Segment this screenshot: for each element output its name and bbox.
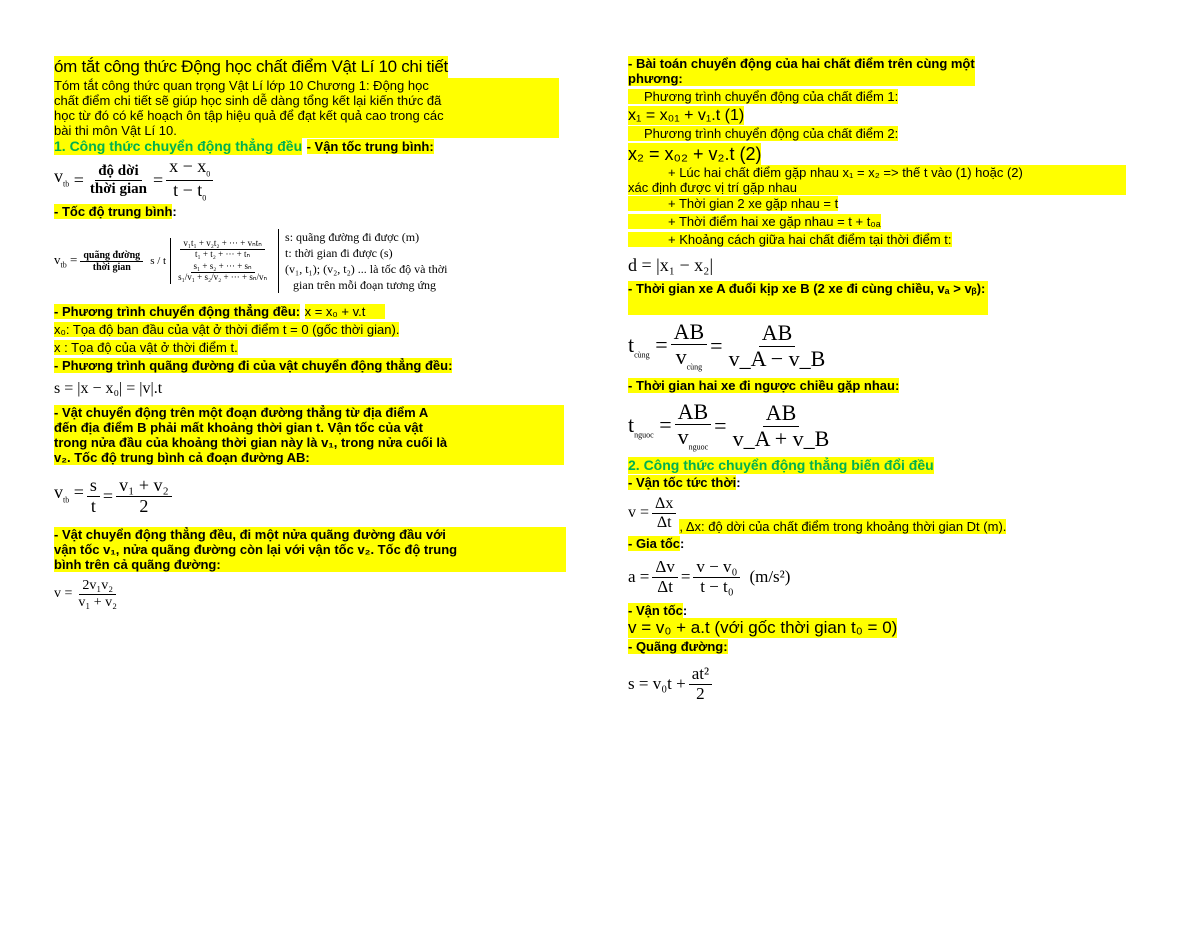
- instant-velocity-note: , Δx: độ dời của chất điểm trong khoảng thời gian Dt (m).: [679, 519, 1007, 534]
- document-title: óm tắt công thức Động học chất điểm Vật Lí 10 chi tiết: [54, 57, 448, 76]
- intro-line: chất điểm chi tiết sẽ giúp học sinh dễ dàng tổng kết lại kiến thức đã: [54, 93, 442, 108]
- section-1-heading: 1. Công thức chuyển động thẳng đều: [54, 138, 303, 154]
- opposite-heading: - Thời gian hai xe đi ngược chiều gặp nhau:: [628, 378, 900, 393]
- bullet: + Khoảng cách giữa hai chất điểm tại thời điểm t:: [628, 232, 952, 247]
- intro-line: bài thi môn Vật Lí 10.: [54, 123, 177, 138]
- acceleration-formula: a = $\frac{\Delta v}{\Delta t}$ = $\frac{\text{v − v₀}}{\text{t − t₀}}$ (m/s²): [628, 556, 791, 596]
- bullet: + Thời điểm hai xe gặp nhau = t + t₀ₐ: [628, 214, 881, 229]
- eq2: x₂ = x₀₂ + v₂.t (2): [628, 144, 762, 164]
- x-description: x : Tọa độ của vật ở thời điểm t.: [54, 340, 238, 355]
- intro-paragraph: [54, 78, 559, 138]
- chase-heading: - Thời gian xe A đuổi kịp xe B (2 xe đi cùng chiều, vₐ > vᵦ):: [628, 281, 988, 315]
- distance-between-formula: d = |x₁ − x₂|: [628, 255, 714, 275]
- eq1-label: Phương trình chuyển động của chất điểm 1:: [628, 89, 898, 104]
- distance-2-label: - Quãng đường:: [628, 639, 728, 654]
- instant-velocity-label: - Vận tốc tức thời:: [628, 475, 741, 490]
- eq1: x₁ = x₀₁ + v₁.t (1): [628, 107, 745, 124]
- distance-formula: s = |x − x₀| = |v|.t: [54, 380, 163, 397]
- problem-2-formula: v = $\frac{\text{2v₁v₂}}{\text{v₁ + v₂}}$: [54, 578, 118, 610]
- intro-line: Tóm tắt công thức quan trọng Vật Lí lớp 10 Chương 1: Động học: [54, 78, 429, 93]
- instant-velocity-formula: v = $\frac{\Delta x}{\Delta t}$ , Δx: độ dời của chất điểm trong khoảng thời gian Dt (m).: [628, 494, 1007, 534]
- section-2-heading: 2. Công thức chuyển động thẳng biến đổi đều: [628, 457, 934, 473]
- opposite-formula: $t_{nguoc}$ = $\frac{AB}{v_{nguoc}}$ = $\frac{AB}{v\_A + v\_B}$: [628, 398, 830, 452]
- problem-1-formula: $v_{tb}$ = $\frac{s}{t}$ = $\frac{\text{v₁ + v₂}}{2}$: [54, 465, 574, 527]
- chase-formula: $t_{cùng}$ = $\frac{AB}{v_{cùng}}$ = $\frac{AB}{v\_A - v\_B}$: [628, 318, 826, 372]
- avg-velocity-formula: $v_{tb}$ = $\frac{\text{độ dời}}{\text{thời gian}}$ = $\frac{x - x_0}{t - t_0}$: [54, 156, 574, 204]
- eq2-label: Phương trình chuyển động của chất điểm 2:: [628, 126, 898, 141]
- right-column: [628, 56, 1148, 712]
- acceleration-label: - Gia tốc:: [628, 536, 685, 551]
- velocity-formula: v = v₀ + a.t (với gốc thời gian t₀ = 0): [628, 618, 898, 637]
- meet-note: + Lúc hai chất điểm gặp nhau x₁ = x₂ => thế t vào (1) hoặc (2) xác định được vị trí gặp nhau: [628, 165, 1126, 195]
- problem-1-text: - Vật chuyển động trên một đoạn đường thẳng từ địa điểm A đến địa điểm B phải mất khoảng thời gian t. Vận tốc của vật trong nửa đầu của khoảng thời gian này là v₁, trong nửa cuối là v₂. Tốc độ trung bình cả đoạn đường AB:: [54, 405, 564, 465]
- bullet: + Thời gian 2 xe gặp nhau = t: [628, 196, 838, 211]
- distance-eq-label: - Phương trình quãng đường đi của vật chuyển động thẳng đều:: [54, 358, 453, 373]
- uniform-eq-label: - Phương trình chuyển động thẳng đều:: [54, 304, 301, 319]
- two-points-heading: - Bài toán chuyển động của hai chất điểm trên cùng một phương:: [628, 56, 975, 86]
- avg-speed-formula: $v_{tb}$ = $\frac{\text{quãng đường}}{\text{thời gian}}$ s / t $\frac{\text{v₁t₁ + v₂t₂ + ··· + vₙtₙ}}{\text{t₁ + t₂ + ··· + tₙ}}$ $\frac{\text{s₁ + s₂ + ··· + sₙ}}{\text{s₁/v₁ + s₂/v₂ + ··· + sₙ/vₙ}}$ s: quãng đường đi được (m) t: thời gian đi được (s) (v₁, t₁); (v₂, t₂) ... là tốc độ và thời gian trên mỗi đoạn tương ứng: [54, 230, 448, 292]
- problem-2-text: - Vật chuyển động thẳng đều, đi một nửa quãng đường đầu với vận tốc v₁, nửa quãng đường còn lại với vận tốc v₂. Tốc độ trung bình trên cả quãng đường:: [54, 527, 566, 572]
- uniform-eq: x = x₀ + v.t: [305, 304, 385, 319]
- velocity-label: - Vận tốc:: [628, 603, 688, 618]
- intro-line: học từ đó có kế hoạch ôn tập hiệu quả để đạt kết quả cao trong các: [54, 108, 444, 123]
- distance-2-formula: s = v₀t + $\frac{\text{at²}}{2}$: [628, 656, 1148, 712]
- left-column: [54, 56, 574, 616]
- x0-description: x₀: Tọa độ ban đầu của vật ở thời điểm t = 0 (gốc thời gian).: [54, 322, 400, 337]
- avg-speed-label: - Tốc độ trung bình:: [54, 204, 177, 219]
- avg-velocity-label: - Vận tốc trung bình:: [306, 139, 434, 154]
